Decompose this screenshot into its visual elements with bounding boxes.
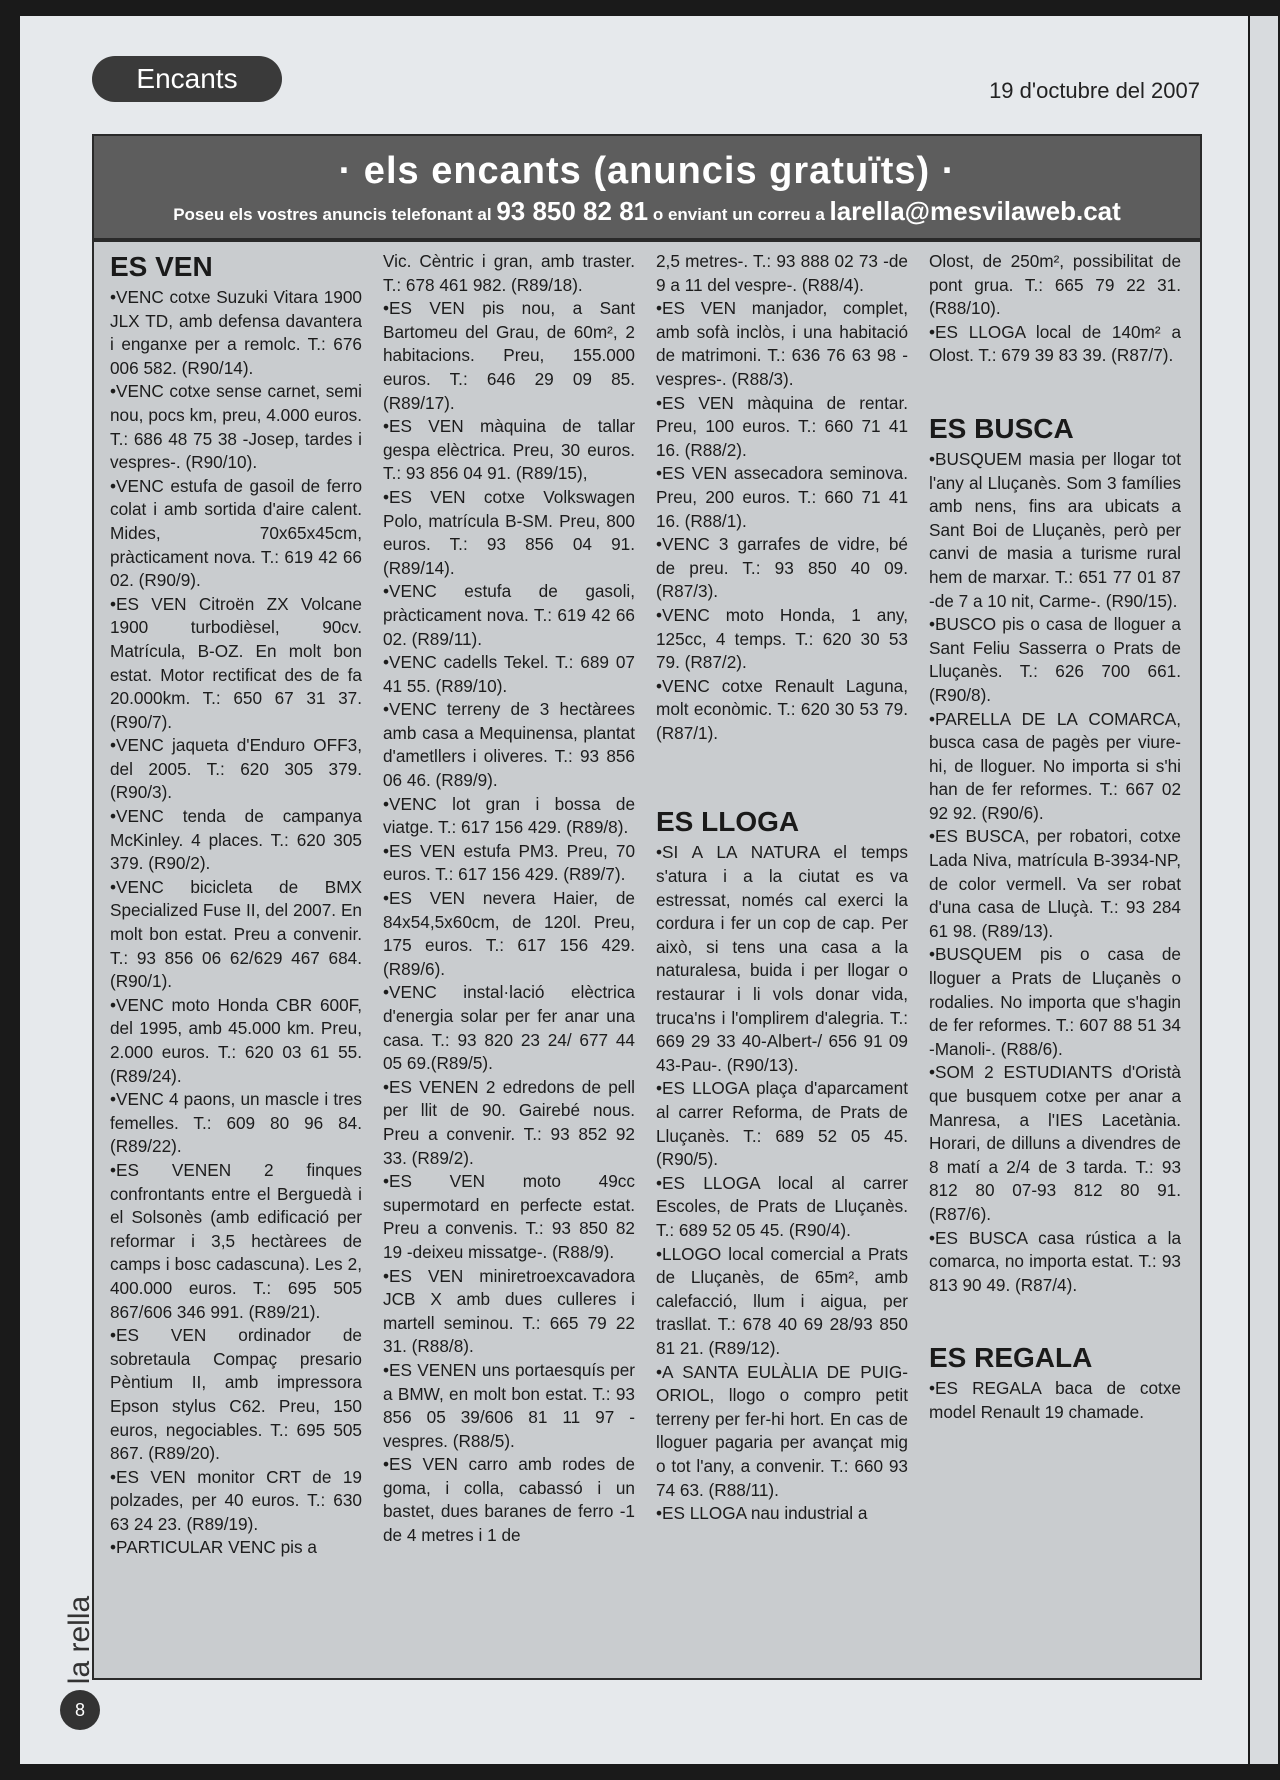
- ad-entry: •VENC instal·lació elèctrica d'energia solar per fer anar una casa. T.: 93 820 23 24/ 677 44 05 69.(R89/5).: [383, 982, 635, 1074]
- ad-entry: •ES VEN Citroën ZX Volcane 1900 turbodièsel, 90cv. Matrícula, B-OZ. En molt bon estat. Motor rectificat des de fa 20.000km. T.: 650 67 31 37. (R90/7).: [110, 593, 362, 732]
- ad-entry: •ES VENEN 2 finques confrontants entre el Berguedà i el Solsonès (amb edificació per reformar i 3,5 hectàrees de camps i bosc cadascuna). Les 2, 400.000 euros. T.: 695 505 867/606 346 991. (R89/21).: [110, 1159, 362, 1322]
- section-label: Encants: [92, 56, 282, 102]
- ad-entry: •PARELLA DE LA COMARCA, busca casa de pagès per viure-hi, de lloguer. No importa si s'hi han de fer reformes. T.: 667 02 92 92. (R90/6).: [929, 708, 1181, 823]
- ad-entry: •ES VEN carro amb rodes de goma, i colla, cabassó i un bastet, dues baranes de ferro -1 de 4 metres i 1 de: [383, 1454, 635, 1546]
- ad-entry: •VENC tenda de campanya McKinley. 4 places. T.: 620 305 379. (R90/2).: [110, 806, 362, 874]
- ad-entry: •ES VEN estufa PM3. Preu, 70 euros. T.: 617 156 429. (R89/7).: [383, 840, 635, 885]
- page-edge: [1250, 16, 1278, 1764]
- banner-email: larella@mesvilaweb.cat: [829, 196, 1121, 226]
- ad-entry: •VENC estufa de gasoil de ferro colat i amb sortida d'aire calent. Mides, 70x65x45cm, pràcticament nova. T.: 619 42 66 02. (R90/9).: [110, 475, 362, 591]
- banner-subtitle: [94, 196, 1200, 227]
- ad-entry: •VENC terreny de 3 hectàrees amb casa a Mequinensa, plantat d'ametllers i oliveres. T.: 93 856 06 46. (R89/9).: [383, 699, 635, 791]
- ad-entry: •VENC estufa de gasoli, pràcticament nova. T.: 619 42 66 02. (R89/11).: [383, 581, 635, 649]
- heading-es-lloga: ES LLOGA: [656, 806, 800, 838]
- ad-entry: •ES BUSCA, per robatori, cotxe Lada Niva, matrícula B-3934-NP, de color vermell. Va ser robat d'una casa de Lluçà. T.: 93 284 61 98. (R89/13).: [929, 826, 1181, 941]
- ad-entry: •ES VEN assecadora seminova. Preu, 200 euros. T.: 660 71 41 16. (R88/1).: [656, 463, 908, 531]
- ad-entry: Vic. Cèntric i gran, amb traster. T.: 678 461 982. (R89/18).: [383, 251, 635, 295]
- ad-entry: •ES LLOGA local al carrer Escoles, de Prats de Lluçanès. T.: 689 52 05 45. (R90/4).: [656, 1172, 908, 1240]
- ad-entry: •VENC bicicleta de BMX Specialized Fuse II, del 2007. En molt bon estat. Preu a convenir. T.: 93 856 06 62/629 467 684. (R90/1).: [110, 876, 362, 992]
- ad-entry: •ES LLOGA plaça d'aparcament al carrer Reforma, de Prats de Lluçanès. T.: 689 52 05 45. (R90/5).: [656, 1078, 908, 1170]
- ad-entry: •ES BUSCA casa rústica a la comarca, no importa estat. T.: 93 813 90 49. (R87/4).: [929, 1227, 1181, 1295]
- publication-name: [60, 1580, 100, 1700]
- heading-es-ven: ES VEN: [110, 251, 213, 282]
- ad-entry: •ES VEN màquina de tallar gespa elèctrica. Preu, 30 euros. T.: 93 856 04 91. (R89/15),: [383, 416, 635, 484]
- ad-list: [929, 1377, 1181, 1424]
- ad-entry: •BUSQUEM masia per llogar tot l'any al Lluçanès. Som 3 famílies amb nens, fins ara ubicats a Sant Boi de Lluçanès, però per canvi de masia a turisme rural hem de marxar. T.: 651 77 01 87 -de 7 a 10 nit, Carme-. (R90/15).: [929, 448, 1181, 611]
- ad-entry: •ES REGALA baca de cotxe model Renault 19 chamade.: [929, 1378, 1181, 1422]
- heading-es-regala: ES REGALA: [929, 1342, 1093, 1374]
- column-4: [929, 250, 1181, 1670]
- ad-entry: •VENC cotxe Suzuki Vitara 1900 JLX TD, amb defensa davantera i enganxe per a remolc. T.: 676 006 582. (R90/14).: [110, 287, 362, 378]
- ad-entry: •ES VEN nevera Haier, de 84x54,5x60cm, de 120l. Preu, 175 euros. T.: 617 156 429. (R89/6).: [383, 888, 635, 979]
- ad-entry: •VENC moto Honda CBR 600F, del 1995, amb 45.000 km. Preu, 2.000 euros. T.: 620 03 61 55. (R89/24).: [110, 994, 362, 1086]
- ad-entry: •ES VEN cotxe Volkswagen Polo, matrícula B-SM. Preu, 800 euros. T.: 93 856 04 91. (R89/14).: [383, 486, 635, 578]
- ad-entry: •SI A LA NATURA el temps s'atura i a la ciutat es va estressat, només cal exerci la cordura i fer un cop de cap. Per això, si tens una casa a la naturalesa, buida i per llogar o restaurar i li vols donar vida, truca'ns i l'omplirem d'alegria. T.: 669 29 33 40-Albert-/ 656 91 09 43-Pau-. (R90/13).: [656, 842, 908, 1075]
- ad-entry: •ES LLOGA local de 140m² a Olost. T.: 679 39 83 39. (R87/7).: [929, 321, 1181, 366]
- ad-entry: •LLOGO local comercial a Prats de Lluçanès, de 65m², amb calefacció, llum i aigua, per trasllat. T.: 678 40 69 28/93 850 81 21. (R89/12).: [656, 1243, 908, 1358]
- ad-entry: •ES VEN pis nou, a Sant Bartomeu del Grau, de 60m², 2 habitacions. Preu, 155.000 euros. T.: 646 29 09 85. (R89/17).: [383, 298, 635, 413]
- ad-entry: •ES LLOGA nau industrial a: [656, 1503, 868, 1524]
- classifieds-banner: [92, 134, 1202, 240]
- ad-entry: •PARTICULAR VENC pis a: [110, 1537, 317, 1558]
- ad-entry: 2,5 metres-. T.: 93 888 02 73 -de 9 a 11 del vespre-. (R88/4).: [656, 251, 908, 295]
- ad-entry: •VENC cotxe sense carnet, semi nou, pocs km, preu, 4.000 euros. T.: 686 48 75 38 -Josep, tardes i vespres-. (R90/10).: [110, 381, 362, 473]
- banner-sub-text: Poseu els vostres anuncis telefonant al: [173, 205, 497, 224]
- ad-list: [656, 841, 908, 1525]
- column-1: [110, 250, 362, 1670]
- classifieds-board: [92, 240, 1202, 1680]
- banner-title: · els encants (anuncis gratuïts) ·: [338, 150, 956, 192]
- ad-entry: Olost, de 250m², possibilitat de pont grua. T.: 665 79 22 31. (R88/10).: [929, 251, 1181, 319]
- ad-list: [929, 250, 1181, 368]
- issue-date: 19 d'octubre del 2007: [989, 78, 1200, 103]
- ad-entry: •ES VEN monitor CRT de 19 polzades, per 40 euros. T.: 630 63 24 23. (R89/19).: [110, 1466, 362, 1534]
- ad-entry: •VENC moto Honda, 1 any, 125cc, 4 temps. T.: 620 30 53 79. (R87/2).: [656, 604, 908, 673]
- ad-entry: •ES VEN miniretroexcavadora JCB X amb dues culleres i martell seminou. T.: 665 79 22 31. (R88/8).: [383, 1265, 635, 1357]
- ad-entry: •BUSQUEM pis o casa de lloguer a Prats de Lluçanès o rodalies. No importa que s'hagin de fer reformes. T.: 607 88 51 34 -Manoli-. (R88/6).: [929, 944, 1181, 1059]
- ad-list: [110, 286, 362, 1560]
- ad-entry: •VENC cadells Tekel. T.: 689 07 41 55. (R89/10).: [383, 652, 635, 696]
- ad-entry: •SOM 2 ESTUDIANTS d'Oristà que busquem cotxe per anar a Manresa, a l'IES Lacetània. Horari, de dilluns a divendres de 8 matí a 2/4 de 3 tarda. T.: 93 812 80 07-93 812 80 91. (R87/6).: [929, 1062, 1181, 1224]
- ad-entry: •ES VEN màquina de rentar. Preu, 100 euros. T.: 660 71 41 16. (R88/2).: [656, 392, 908, 460]
- ad-entry: •VENC lot gran i bossa de viatge. T.: 617 156 429. (R89/8).: [383, 793, 635, 838]
- ad-entry: •ES VENEN 2 edredons de pell per llit de 90. Gairebé nous. Preu a convenir. T.: 93 852 92 33. (R89/2).: [383, 1076, 635, 1168]
- ad-entry: •ES VEN moto 49cc supermotard en perfecte estat. Preu a convenis. T.: 93 850 82 19 -deixeu missatge-. (R88/9).: [383, 1171, 635, 1262]
- ad-entry: •A SANTA EULÀLIA DE PUIG-ORIOL, llogo o compro petit terreny per fer-hi hort. En cas de lloguer pagaria per avançat mig o tot l'any, a convenir. T.: 660 93 74 63. (R88/11).: [656, 1361, 908, 1500]
- column-3: [656, 250, 908, 1670]
- ad-entry: •ES VENEN uns portaesquís per a BMW, en molt bon estat. T.: 93 856 05 39/606 81 11 97 -vespres. (R88/5).: [383, 1359, 635, 1451]
- publication-name-text: la rella: [63, 1595, 96, 1685]
- page-number: 8: [60, 1690, 100, 1730]
- banner-phone: 93 850 82 81: [496, 196, 649, 226]
- ad-list: [383, 250, 635, 1548]
- ad-entry: •BUSCO pis o casa de lloguer a Sant Feliu Sasserra o Prats de Lluçanès. T.: 626 700 661. (R90/8).: [929, 614, 1181, 705]
- ad-list: [929, 448, 1181, 1297]
- ad-entry: •VENC cotxe Renault Laguna, molt econòmic. T.: 620 30 53 79. (R87/1).: [656, 675, 908, 743]
- ad-entry: •VENC 3 garrafes de vidre, bé de preu. T.: 93 850 40 09. (R87/3).: [656, 534, 908, 602]
- ad-entry: •VENC 4 paons, un mascle i tres femelles. T.: 609 80 96 84. (R89/22).: [110, 1089, 362, 1157]
- ad-list: [656, 250, 908, 745]
- column-2: [383, 250, 635, 1670]
- heading-es-busca: ES BUSCA: [929, 412, 1074, 444]
- ad-entry: •VENC jaqueta d'Enduro OFF3, del 2005. T.: 620 305 379. (R90/3).: [110, 735, 362, 803]
- ad-entry: •ES VEN manjador, complet, amb sofà inclòs, i una habitació de matrimoni. T.: 636 76 63 98 -vespres-. (R88/3).: [656, 298, 908, 389]
- banner-sub-text-2: o enviant un correu a: [648, 205, 830, 224]
- ad-entry: •ES VEN ordinador de sobretaula Compaç presario Pèntium II, amb impressora Epson stylus C62. Preu, 150 euros, negociables. T.: 695 505 867. (R89/20).: [110, 1325, 362, 1464]
